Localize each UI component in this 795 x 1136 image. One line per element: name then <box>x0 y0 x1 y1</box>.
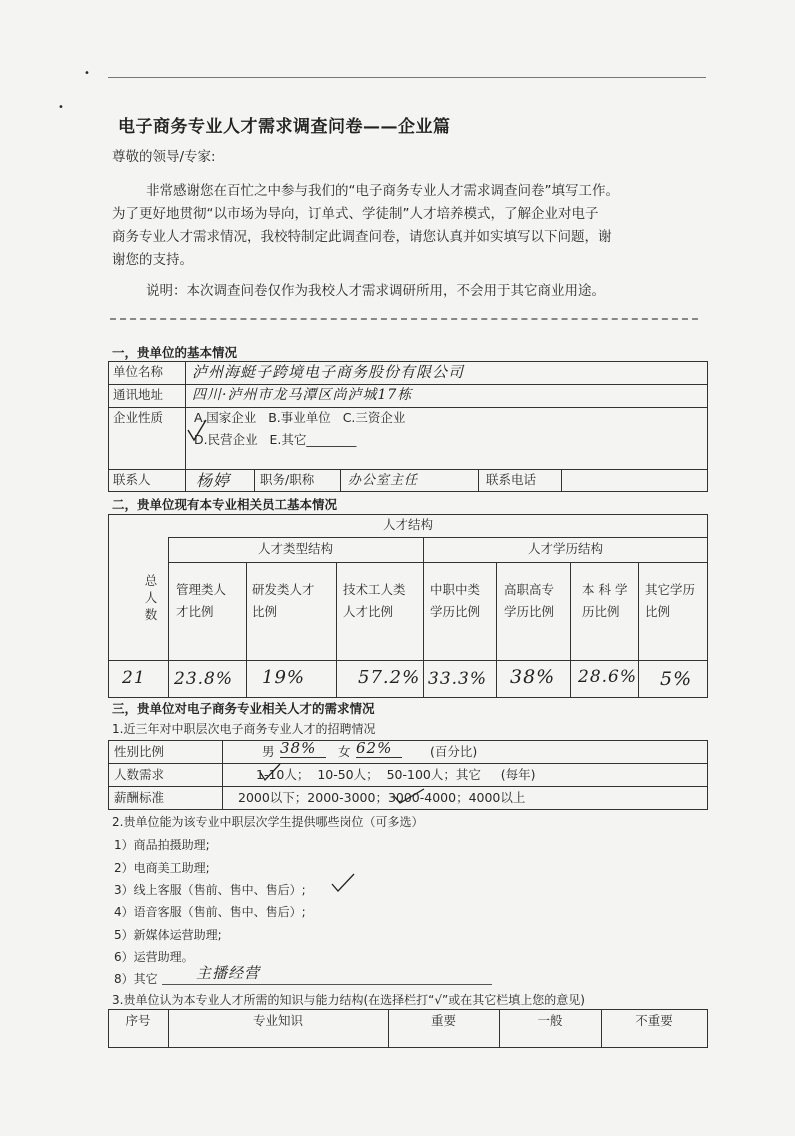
col-management-line1: 管理类人 <box>176 582 227 597</box>
intro-line-2: 为了更好地贯彻“以市场为导向，订单式、学徒制”人才培养模式，了解企业对电子 <box>112 206 599 222</box>
address-label: 通讯地址 <box>113 387 164 402</box>
section2-heading: 二，贵单位现有本专业相关员工基本情况 <box>112 497 338 512</box>
greeting: 尊敬的领导/专家: <box>112 149 216 165</box>
table3-header-knowledge: 专业知识 <box>252 1013 303 1028</box>
col-other-line2: 比例 <box>645 604 671 619</box>
note: 说明：本次调查问卷仅作为我校人才需求调研所用，不会用于其它商业用途。 <box>146 283 605 299</box>
demand-options[interactable]: 1-10人； 10-50人； 50-100人；其它 (每年) <box>256 767 536 782</box>
unit-name-label: 单位名称 <box>113 364 164 379</box>
position-label: 职务/职称 <box>260 472 315 487</box>
table3-header-unimportant: 不重要 <box>635 1013 673 1028</box>
demand-label: 人数需求 <box>114 767 165 782</box>
checkmark-icon <box>258 762 282 784</box>
page-title: 电子商务专业人才需求调查问卷——企业篇 <box>118 117 451 137</box>
col-secondary-line1: 中职中类 <box>430 582 481 597</box>
q3-text: 3.贵单位认为本专业人才所需的知识与能力结构(在选择栏打“√”或在其它栏填上您的意见) <box>112 993 585 1007</box>
col-management-line2: 才比例 <box>176 604 214 619</box>
gender-label: 性别比例 <box>114 744 165 759</box>
intro-line-1: 非常感谢您在百忙之中参与我们的“电子商务专业人才需求调查问卷”填写工作。 <box>146 183 619 199</box>
position-option-4[interactable]: 4）语音客服（售前、售中、售后）; <box>114 905 306 919</box>
col-vocational-line2: 学历比例 <box>504 604 555 619</box>
col-rnd-line2: 比例 <box>252 604 278 619</box>
position-option-3[interactable]: 3）线上客服（售前、售中、售后）; <box>114 883 306 897</box>
vocational-value[interactable]: 38% <box>510 666 556 688</box>
checkmark-icon <box>392 786 426 806</box>
checkmark-icon <box>186 418 208 444</box>
position-option-other[interactable]: 8）其它 <box>114 972 158 986</box>
intro-line-3: 商务专业人才需求情况，我校特制定此调查问卷，请您认真并如实填写以下问题，谢 <box>112 229 612 245</box>
talent-structure-header: 人才结构 <box>382 517 433 532</box>
male-label: 男 <box>262 744 275 759</box>
tech-value[interactable]: 57.2% <box>358 667 421 688</box>
col-tech-line2: 人才比例 <box>343 604 394 619</box>
contact-label: 联系人 <box>113 472 151 487</box>
top-rule <box>108 77 706 78</box>
contact-value[interactable]: 杨婷 <box>196 471 231 490</box>
rnd-value[interactable]: 19% <box>262 667 306 688</box>
total-label: 总 人 数 <box>144 573 158 622</box>
position-option-2[interactable]: 2）电商美工助理; <box>114 861 210 875</box>
col-vocational-line1: 高职高专 <box>504 582 555 597</box>
address-value[interactable]: 四川·泸州市龙马潭区尚泸城17栋 <box>192 387 413 403</box>
unit-name-value[interactable]: 泸州海蜓子跨境电子商务股份有限公司 <box>192 363 465 381</box>
female-label: 女 <box>338 744 351 759</box>
q1-text: 1.近三年对中职层次电子商务专业人才的招聘情况 <box>112 722 376 736</box>
bachelor-value[interactable]: 28.6% <box>578 667 638 687</box>
total-value[interactable]: 21 <box>122 668 146 688</box>
salary-label: 薪酬标准 <box>114 790 165 805</box>
salary-options[interactable]: 2000以下；2000-3000；3000-4000；4000以上 <box>238 790 526 805</box>
col-rnd-line1: 研发类人才 <box>252 582 315 597</box>
percent-note: (百分比) <box>430 744 478 759</box>
nature-label: 企业性质 <box>113 410 164 425</box>
table3-header-index: 序号 <box>125 1013 151 1028</box>
type-structure-header: 人才类型结构 <box>257 541 333 556</box>
nature-options-row1[interactable]: A.国家企业 B.事业单位 C.三资企业 <box>194 410 406 425</box>
scan-dot: • <box>58 102 64 113</box>
col-other-line1: 其它学历 <box>645 582 696 597</box>
position-value[interactable]: 办公室主任 <box>348 473 419 488</box>
col-tech-line1: 技术工人类 <box>343 582 406 597</box>
q2-text: 2.贵单位能为该专业中职层次学生提供哪些岗位（可多选） <box>112 815 424 829</box>
section3-heading: 三，贵单位对电子商务专业相关人才的需求情况 <box>112 701 375 716</box>
col-bachelor-line1: 本科学 <box>582 582 632 597</box>
dashed-divider <box>110 318 698 320</box>
other-edu-value[interactable]: 5% <box>660 668 693 690</box>
secondary-value[interactable]: 33.3% <box>428 669 488 689</box>
phone-label: 联系电话 <box>486 472 537 487</box>
nature-options-row2[interactable]: D.民营企业 E.其它________ <box>194 432 357 447</box>
section1-heading: 一，贵单位的基本情况 <box>112 345 238 360</box>
position-option-5[interactable]: 5）新媒体运营助理; <box>114 928 222 942</box>
edu-structure-header: 人才学历结构 <box>527 541 603 556</box>
intro-line-4: 谢您的支持。 <box>112 252 193 268</box>
position-option-1[interactable]: 1）商品拍摄助理; <box>114 838 210 852</box>
female-value[interactable]: 62% <box>356 739 402 758</box>
male-value[interactable]: 38% <box>280 739 326 758</box>
col-secondary-line2: 学历比例 <box>430 604 481 619</box>
position-option-6[interactable]: 6）运营助理。 <box>114 950 194 964</box>
table3-header-important: 重要 <box>430 1013 456 1028</box>
table3-header-normal: 一般 <box>537 1013 563 1028</box>
scan-dot: • <box>84 68 90 79</box>
management-value[interactable]: 23.8% <box>174 669 234 689</box>
col-bachelor-line2: 历比例 <box>582 604 620 619</box>
other-position-value[interactable]: 主播经营 <box>196 964 261 982</box>
checkmark-icon <box>330 872 356 894</box>
